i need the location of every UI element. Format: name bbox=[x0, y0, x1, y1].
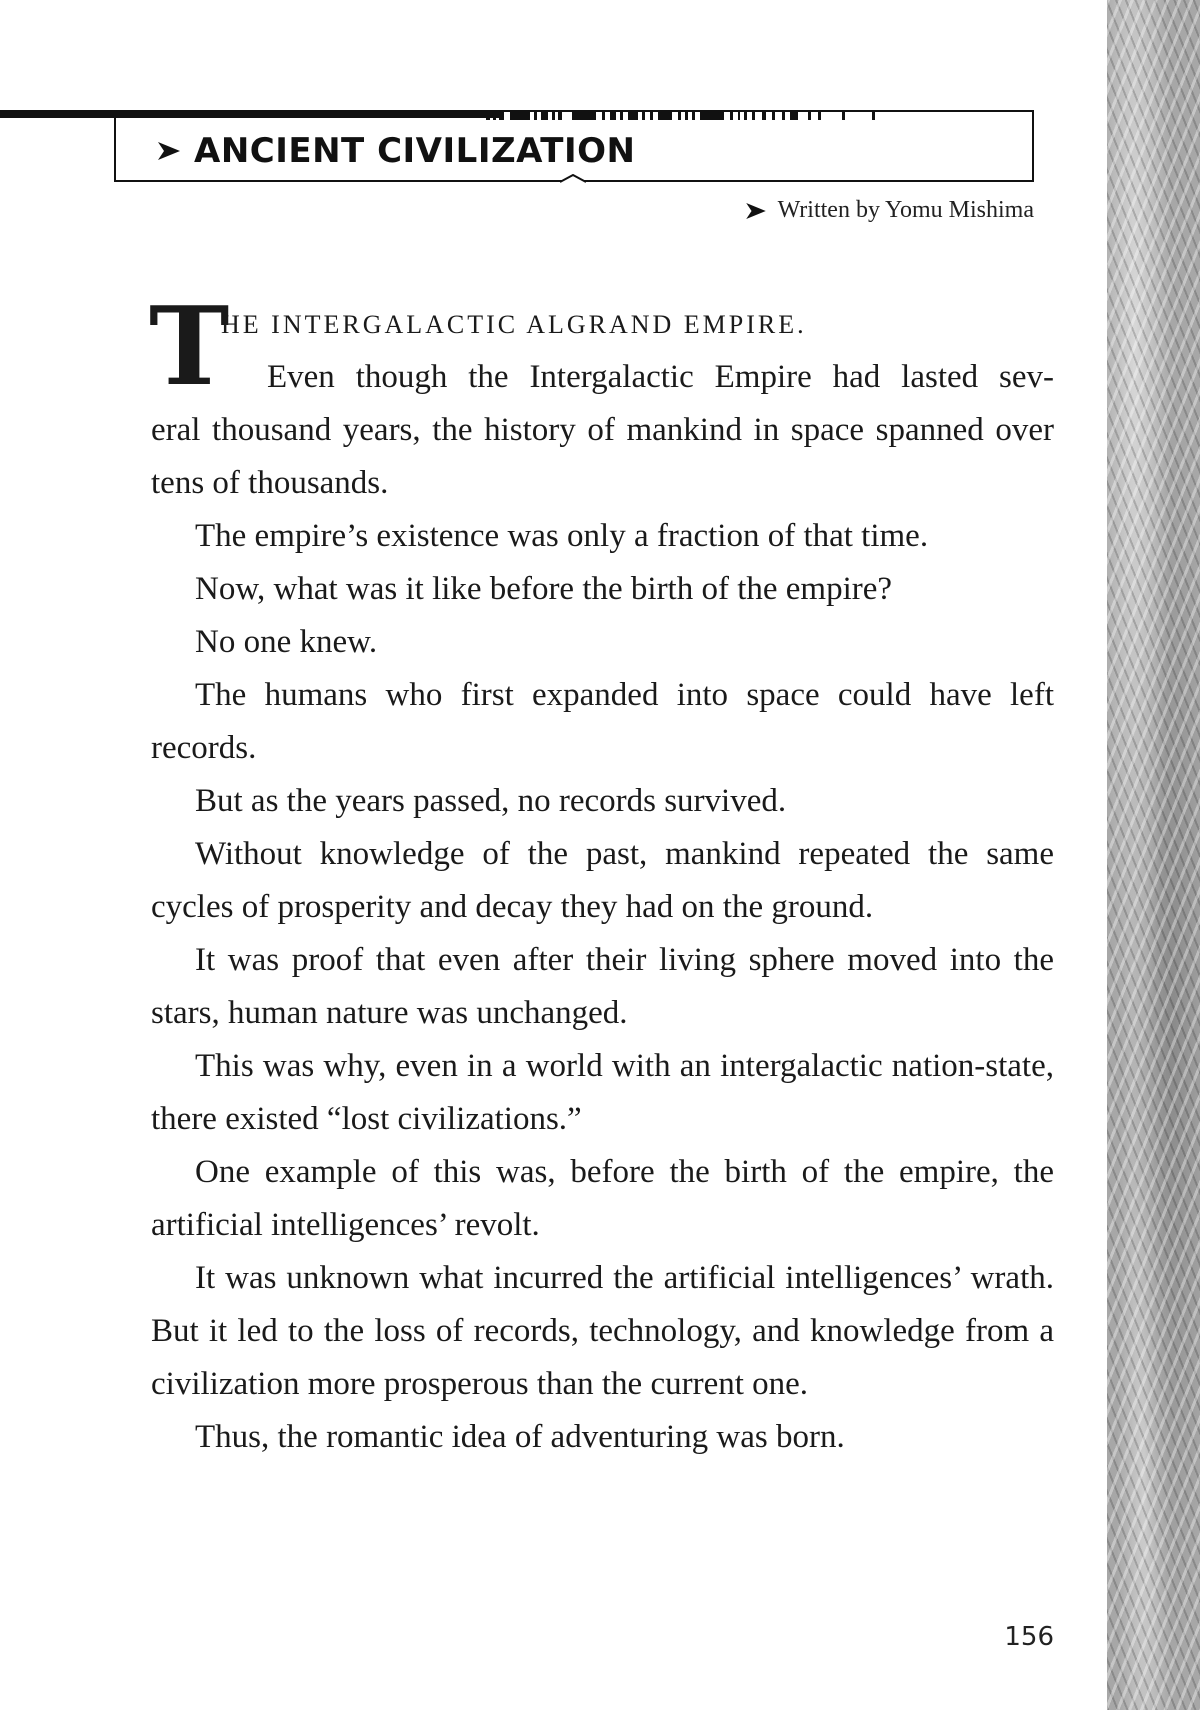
paragraph: eral thousand years, the history of mankind in space spanned over tens of thousands. bbox=[151, 412, 1054, 501]
paragraph: But as the years passed, no records survived. bbox=[195, 783, 787, 819]
paragraph: The empire’s existence was only a fraction of that time. bbox=[195, 518, 929, 554]
paragraph: Thus, the romantic idea of adventuring was born. bbox=[195, 1419, 845, 1455]
paragraph: Now, what was it like before the birth of the empire? bbox=[195, 571, 893, 607]
section-title-text: ANCIENT CIVILIZATION bbox=[194, 131, 636, 171]
byline-text: Written by Yomu Mishima bbox=[777, 197, 1034, 223]
paragraph: Without knowledge of the past, mankind repeated the same cycles of prosperity and decay they had on the ground. bbox=[151, 836, 1054, 925]
paragraph: No one knew. bbox=[195, 624, 378, 660]
paragraph: The humans who first expanded into space could have left records. bbox=[151, 677, 1054, 766]
byline bbox=[746, 197, 1034, 224]
section-title bbox=[158, 129, 636, 173]
header-notch-decoration bbox=[560, 174, 586, 188]
drop-cap: T bbox=[149, 284, 230, 410]
triangle-arrow-icon bbox=[746, 203, 766, 219]
paragraph: One example of this was, before the birth of the empire, the artificial intelligences’ revolt. bbox=[151, 1154, 1054, 1243]
triangle-arrow-icon bbox=[158, 142, 180, 160]
paragraph: This was why, even in a world with an intergalactic nation-state, there existed “lost civilizations.” bbox=[151, 1048, 1054, 1137]
chapter-body bbox=[149, 284, 1054, 1464]
paragraph: It was unknown what incurred the artificial intelligences’ wrath. But it led to the loss of records, technology, and knowledge from a civilization more prosperous than the current one. bbox=[151, 1260, 1054, 1402]
header-barcode-decoration bbox=[486, 112, 876, 120]
page-number: 156 bbox=[1004, 1622, 1054, 1652]
opening-block bbox=[149, 284, 1054, 410]
marbled-edge-strip bbox=[1107, 0, 1200, 1710]
opening-line: Even though the Intergalactic Empire had lasted sev- bbox=[267, 359, 1054, 395]
opening-smallcaps: HE INTERGALACTIC ALGRAND EMPIRE. bbox=[221, 310, 807, 339]
paragraph: It was proof that even after their living sphere moved into the stars, human nature was unchanged. bbox=[151, 942, 1054, 1031]
